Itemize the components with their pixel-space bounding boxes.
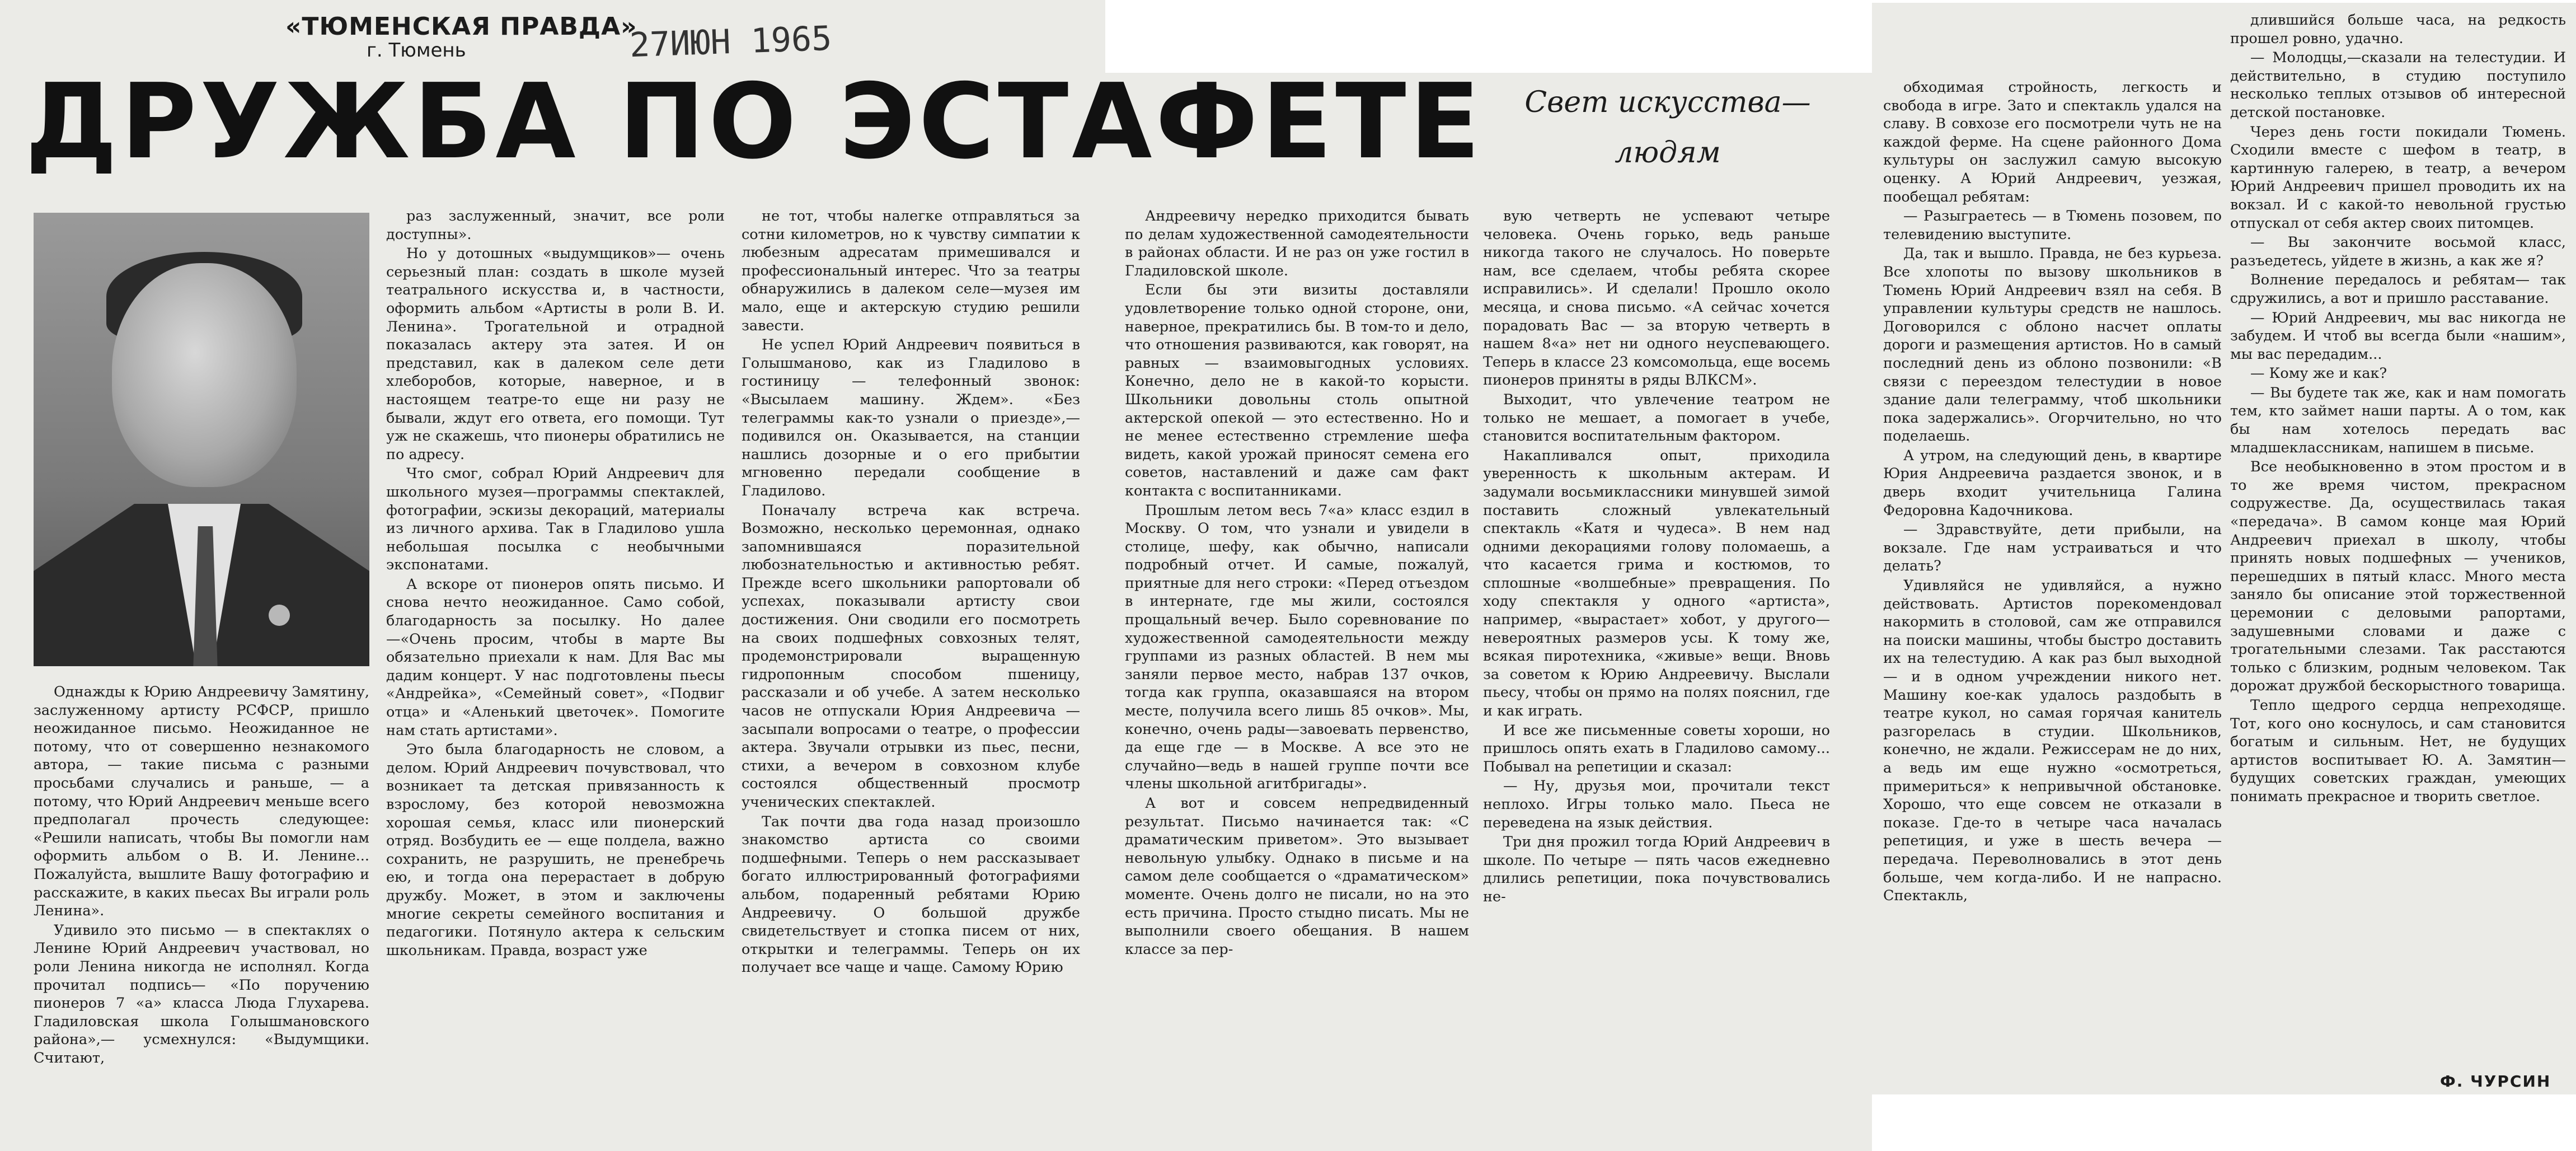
- text-column-5: [1483, 207, 1830, 907]
- paragraph: Не успел Юрий Андреевич появиться в Голышманово, как из Гладилово в гостиницу — телефонный звонок: «Высылаем машину. Ждем». «Без телеграммы как-то узнали о приезде»,—подивился он. Оказывается, на станции нашлись дозорные и о его прибытии мгновенно передали сообщение в Гладилово.: [742, 336, 1080, 499]
- paragraph: Через день гости покидали Тюмень. Сходили вместе с шефом в театр, в картинную галерею, в театр, а вечером Юрий Андреевич пришел проводить их на вокзал. И с какой-то невольной грустью отпускал от себя актер своих питомцев.: [2230, 123, 2566, 232]
- paragraph: Удивляйся не удивляйся, а нужно действовать. Артистов порекомендовал накормить в столовой, сам же отправился на поиски машины, чтобы быстро доставить их на телестудию. А как раз был выходной— и в одном учреждении никого нет. Машину кое-как удалось раздобыть в театре кукол, но самая горячая канитель разгорелась в студии. Школьников, конечно, не ждали. Режиссерам не до них, а ведь им еще нужно «осмотреться, примериться» к непривычной обстановке. Хорошо, что еще совсем не отказали в показе. Где-то в четыре часа началась репетиция, и уже в шесть вечера — передача. Переволновались в этот день больше, чем когда-либо. И не напрасно. Спектакль,: [1883, 577, 2222, 905]
- rubric-line-2: людям: [1615, 136, 1721, 170]
- paragraph: Что смог, собрал Юрий Андреевич для школьного музея—программы спектаклей, фотографии, эскизы декораций, материалы из личного архива. Так в Гладилово ушла небольшая посылка с необычными экспонатами.: [386, 465, 725, 574]
- paragraph: Да, так и вышло. Правда, не без курьеза. Все хлопоты по вызову школьников в Тюмень Юрий Андреевич взял на себя. В управлении культуры средств не нашлось. Договорился с облоно насчет оплаты дороги и размещения артистов. Но в самый последний день из облоно позвонили: «В связи с переездом телестудии в новое здание дали телеграмму, чтоб школьники пока задержались». Огорчительно, но что поделаешь.: [1883, 245, 2222, 445]
- paragraph: А утром, на следующий день, в квартире Юрия Андреевича раздается звонок, и в дверь входит учительница Галина Федоровна Кадочникова.: [1883, 447, 2222, 519]
- paragraph: — Молодцы,—сказали на телестудии. И действительно, в студию поступило несколько теплых отзывов об интересной детской постановке.: [2230, 49, 2566, 121]
- article-rubric: [1500, 77, 1836, 178]
- newspaper-city: г. Тюмень: [367, 39, 466, 62]
- paragraph: Андреевичу нередко приходится бывать по делам художественной самодеятельности в районах области. И не раз он уже гостил в Гладиловской школе.: [1125, 208, 1469, 279]
- paragraph: Волнение передалось и ребятам— так сдружились, а вот и пришло расставание.: [2230, 272, 2566, 307]
- paragraph: — Кому же и как?: [2250, 365, 2387, 382]
- paragraph: — Здравствуйте, дети прибыли, на вокзале. Где нам устраиваться и что делать?: [1883, 521, 2222, 575]
- paragraph: Три дня прожил тогда Юрий Андреевич в школе. По четыре — пять часов ежедневно длились репетиции, пока почувствовались не-: [1483, 834, 1830, 905]
- paragraph: И все же письменные советы хороши, но пришлось опять ехать в Гладилово самому... Побывал на репетиции и сказал:: [1483, 722, 1830, 775]
- paragraph: А вскоре от пионеров опять письмо. И снова нечто неожиданное. Само собой, благодарность за посылку. Но далее—«Очень просим, чтобы в марте Вы обязательно приехали к нам. Для Вас мы дадим концерт. У нас подготовлены пьесы «Андрейка», «Семейный совет», «Подвиг отца» и «Аленький цветочек». Помогите нам стать артистами».: [386, 576, 725, 739]
- paragraph: не тот, чтобы налегке отправляться за сотни километров, но к чувству симпатии к любезным адресатам примешивался и профессиональный интерес. Что за театры обнаружились в далеком селе—музея им мало, еще и актерскую студию решили завести.: [742, 208, 1080, 334]
- paragraph: вую четверть не успевают четыре человека. Очень горько, ведь раньше никогда такого не случалось. Но поверьте нам, все сделаем, чтобы ребята скорее исправились». И сделали! Прошло около месяца, и снова письмо. «А сейчас хочется порадовать Вас — за вторую четверть в нашем 8«а» нет ни одного неуспевающего. Теперь в классе 23 комсомольца, еще восемь пионеров приняты в ряды ВЛКСМ».: [1483, 208, 1830, 389]
- paragraph: Поначалу встреча как встреча. Возможно, несколько церемонная, однако запомнившаяся поразительной любознательностью и активностью ребят. Прежде всего школьники рапортовали об успехах, показывали артисту свои достижения. Они сводили его посмотреть на своих подшефных совхозных телят, продемонстрировали выращенную гидропонным способом пшеницу, рассказали и об учебе. А затем несколько часов не отпускали Юрия Андреевича — засыпали вопросами о театре, о профессии актера. Звучали отрывки из пьес, песни, стихи, а вечером в совхозном клубе состоялся общественный просмотр ученических спектаклей.: [742, 502, 1080, 811]
- paragraph: Прошлым летом весь 7«а» класс ездил в Москву. О том, что узнали и увидели в столице, шефу, как обычно, написали подробный отчет. И самые, пожалуй, приятные для него строки: «Перед отъездом в интернате, где мы жили, состоялся прощальный вечер. Было соревнование по художественной самодеятельности между группами из разных областей. В нем мы заняли первое место, набрав 137 очков, тогда как группа, оказавшаяся на втором месте, получила всего лишь 85 очков». Мы, конечно, очень рады—завоевать первенство, да еще где — в Москве. А все это не случайно—ведь в нашей группе почти все члены школьной агитбригады».: [1125, 502, 1469, 793]
- paragraph: — Разыграетесь — в Тюмень позовем, по телевидению выступите.: [1883, 208, 2222, 243]
- text-column-6: [1883, 78, 2222, 906]
- paragraph: Однажды к Юрию Андреевичу Замятину, заслуженному артисту РСФСР, пришло неожиданное письмо. Неожиданное не потому, что от совершенно незнакомого автора, — такие письма с разными просьбами случались и раньше, — а потому, что Юрий Андреевич меньше всего предполагал прочесть следующее: «Решили написать, чтобы Вы помогли нам оформить альбом о В. И. Ленине... Пожалуйста, вышлите Вашу фотографию и расскажите, в каких пьесах Вы играли роль Ленина».: [34, 684, 369, 920]
- portrait-photo: [34, 213, 369, 666]
- paragraph: раз заслуженный, значит, все роли доступны».: [386, 208, 725, 243]
- paragraph: Удивило это письмо — в спектаклях о Ленине Юрий Андреевич участвовал, но роли Ленина никогда не исполнял. Когда прочитал подпись— «По поручению пионеров 7 «а» класса Люда Глухарева. Гладиловская школа Голышмановского района»,— усмехнулся: «Выдумщики. Считают,: [34, 921, 369, 1066]
- text-column-2: [386, 207, 725, 961]
- paragraph: Все необыкновенно в этом простом и в то же время чистом, прекрасном содружестве. Да, осуществилась такая «передача». В самом конце мая Юрий Андреевич приехал в школу, чтобы принять новых подшефных — учеников, перешедших в пятый класс. Много места заняло бы описание этой торжественной церемонии с деловыми рапортами, задушевными словами и даже с трогательными слезами. Так расстаются только с близким, родным человеком. Так дорожат дружбой бескорыстного товарища.: [2230, 458, 2566, 695]
- paragraph: Если бы эти визиты доставляли удовлетворение только одной стороне, они, наверное, прекратились бы. В том-то и дело, что отношения развиваются, как говорят, на равных — взаимовыгодных условиях. Конечно, дело не в какой-то корысти. Школьники довольны столь опытной актерской опекой — это естественно. Но и не менее естественно стремление шефа видеть, какой урожай приносят семена его советов, наставлений и даже сам факт контакта с воспитанниками.: [1125, 282, 1469, 499]
- paragraph: Накапливался опыт, приходила уверенность к школьным актерам. И задумали восьмиклассники минувшей зимой поставить сложный увлекательный спектакль «Катя и чудеса». В нем над одними декорациями голову поломаешь, а что касается грима и костюмов, то сплошные «волшебные» превращения. По ходу спектакля у одного «артиста», например, «вырастает» хобот, у другого—невероятных размеров усы. К тому же, всякая пиротехника, «живые» вещи. Вновь за советом к Юрию Андреевичу. Выслали пьесу, чтобы он прямо на полях пояснил, где и как играть.: [1483, 447, 1830, 720]
- paragraph: — Ну, друзья мои, прочитали текст неплохо. Игры только мало. Пьеса не переведена на язык действия.: [1483, 778, 1830, 831]
- rubric-line-1: Свет искусства—: [1524, 86, 1811, 119]
- paragraph: А вот и совсем непредвиденный результат. Письмо начинается так: «С драматическим приветом». Это вызывает невольную улыбку. Однако в письме и на самом деле сообщается о «драматическом» моменте. Очень долго не писали, но на это есть причина. Просто стыдно писать. Мы не выполнили своего обещания. В нашем классе за пер-: [1125, 795, 1469, 958]
- paragraph: Выходит, что увлечение театром не только не мешает, а помогает в учебе, становится воспитательным фактором.: [1483, 391, 1830, 445]
- article-headline: ДРУЖБА ПО ЭСТАФЕТЕ: [25, 61, 1484, 182]
- date-stamp: 27ИЮН 1965: [628, 18, 833, 65]
- paragraph: — Юрий Андреевич, мы вас никогда не забудем. И чтоб вы всегда были «нашим», мы вас передадим...: [2230, 309, 2566, 363]
- paragraph: — Вы будете так же, как и нам помогать тем, кто займет наши парты. А о том, как бы нам хотелось передать вас младшеклассникам, напишем в письме.: [2230, 384, 2566, 456]
- text-column-1: [34, 683, 369, 1068]
- paragraph: Тепло щедрого сердца непреходяще. Тот, кого оно коснулось, и сам становится богатым и сильным. Нет, не будущих артистов воспитывает Ю. А. Замятин—будущих советских граждан, умеющих понимать прекрасное и творить светлое.: [2230, 696, 2566, 805]
- paragraph: Но у дотошных «выдумщиков»— очень серьезный план: создать в школе музей театрального искусства и, в частности, оформить альбом «Артисты в роли В. И. Ленина». Трогательной и отрадной показалась актеру эта затея. И он представил, как в далеком селе дети хлеборобов, которые, наверное, и в настоящем театре-то еще ни разу не бывали, ждут его ответа, его помощи. Тут уж не скажешь, что пионеры обратились не по адресу.: [386, 245, 725, 463]
- newspaper-name: «ТЮМЕНСКАЯ ПРАВДА»: [285, 12, 637, 41]
- paragraph: — Вы закончите восьмой класс, разъедетесь, уйдете в жизнь, а как же я?: [2230, 234, 2566, 269]
- paragraph: Это была благодарность не словом, а делом. Юрий Андреевич почувствовал, что возникает та детская привязанность к взрослому, без которой невозможна хорошая семья, класс или пионерский отряд. Возбудить ее — еще полдела, важно сохранить, не разрушить, не пренебречь ею, и тогда она перерастает в добрую дружбу. Может, в этом и заключены многие секреты семейного воспитания и педагогики. Потянуло актера к сельским школьникам. Правда, возраст уже: [386, 741, 725, 959]
- paragraph: Так почти два года назад произошло знакомство артиста со своими подшефными. Теперь о нем рассказывает богато иллюстрированный фотографиями альбом, подаренный ребятами Юрию Андреевичу. О большой дружбе свидетельствует и стопка писем от них, открытки и телеграммы. Теперь он их получает все чаще и чаще. Самому Юрию: [742, 813, 1080, 976]
- text-column-4: [1125, 207, 1469, 960]
- text-column-3: [742, 207, 1080, 978]
- paragraph: обходимая стройность, легкость и свобода в игре. Зато и спектакль удался на славу. В совхозе его посмотрели чуть не на каждой ферме. На сцене районного Дома культуры он заслужил самую высокую оценку. А Юрий Андреевич, уезжая, пообещал ребятам:: [1883, 79, 2222, 205]
- text-column-7: [2230, 11, 2566, 807]
- paragraph: длившийся больше часа, на редкость прошел ровно, удачно.: [2230, 12, 2566, 47]
- author-signature: Ф. ЧУРСИН: [2440, 1072, 2551, 1091]
